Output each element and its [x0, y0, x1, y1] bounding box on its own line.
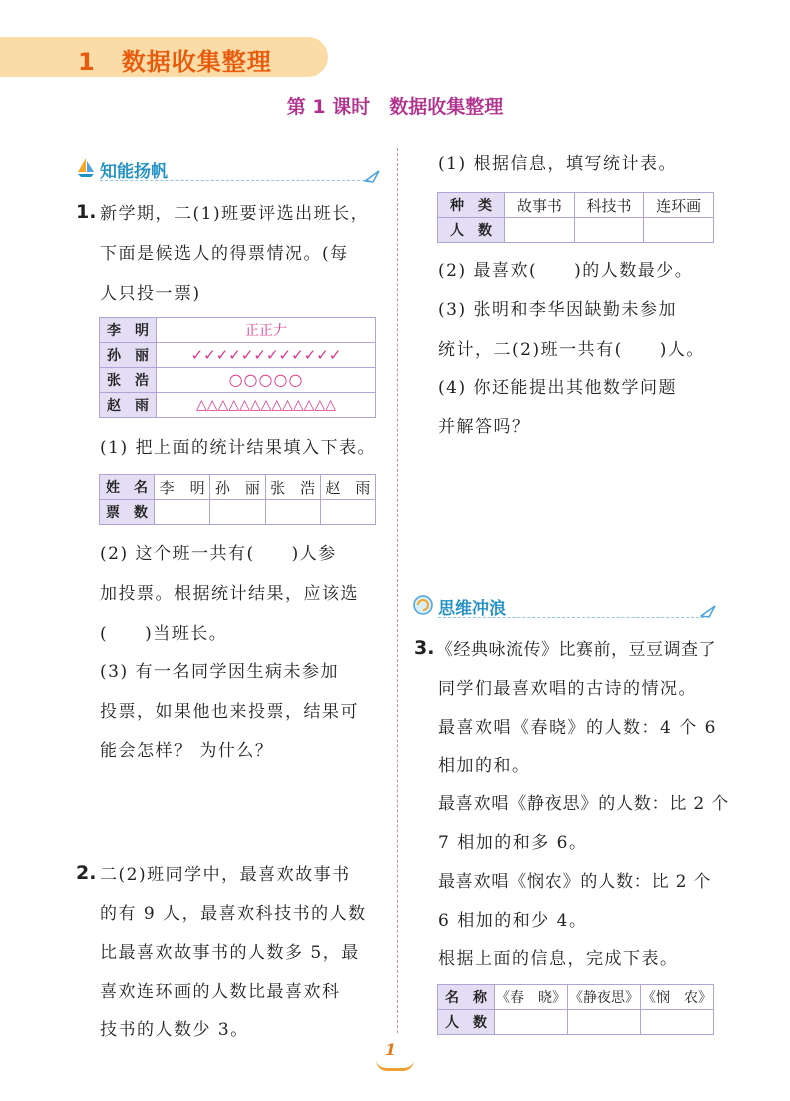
table-cell: 孙 丽: [210, 475, 265, 500]
tally-marks: △△△△△△△△△△△△△: [157, 393, 376, 418]
paper-plane-icon: [700, 603, 716, 622]
q2-line: 二(2)班同学中，最喜欢故事书: [100, 865, 351, 885]
section-title-siwei: 思维冲浪: [438, 599, 506, 619]
table-cell: 李 明: [155, 475, 210, 500]
question-number: 1.: [76, 201, 97, 223]
q2-sub3: (3) 张明和李华因缺勤未参加: [438, 300, 677, 320]
answer-cell[interactable]: [265, 500, 320, 525]
table-head: 人 数: [438, 1010, 495, 1035]
q1-line: 新学期，二(1)班要评选出班长，: [100, 204, 370, 224]
table-cell: 赵 雨: [320, 475, 375, 500]
table-cell: 科技书: [574, 193, 644, 218]
q2-line: 比最喜欢故事书的人数多 5，最: [100, 943, 360, 963]
swirl-icon: [412, 594, 434, 620]
q3-line: 最喜欢唱《春晓》的人数：4 个 6: [438, 718, 717, 738]
q2-sub4: (4) 你还能提出其他数学问题: [438, 378, 677, 398]
q3-line: 相加的和。: [438, 756, 531, 776]
q1-line: 人只投一票): [100, 284, 201, 304]
q1-sub3: 投票，如果他也来投票，结果可: [100, 702, 359, 722]
q1-line: 下面是候选人的得票情况。(每: [100, 244, 349, 264]
lesson-title: 第 1 课时 数据收集整理: [286, 96, 504, 118]
unit-title: 1 数据收集整理: [78, 48, 272, 76]
table-head: 人 数: [438, 218, 505, 243]
q2-sub1: (1) 根据信息，填写统计表。: [438, 154, 677, 174]
section-underline: [438, 617, 704, 618]
tally-marks: ✓✓✓✓✓✓✓✓✓✓✓✓: [157, 343, 376, 368]
table-head: 名 称: [438, 985, 495, 1010]
q3-line: 6 相加的和少 4。: [438, 911, 588, 931]
answer-cell[interactable]: [155, 500, 210, 525]
page-number: 1: [385, 1040, 397, 1059]
q1-sub1: (1) 把上面的统计结果填入下表。: [100, 438, 376, 458]
q2-line: 技书的人数少 3。: [100, 1020, 249, 1040]
answer-cell[interactable]: [574, 218, 644, 243]
q1-sub2: ( )当班长。: [100, 624, 228, 644]
q3-line: 根据上面的信息，完成下表。: [438, 949, 679, 969]
section-title-zhineng: 知能扬帆: [100, 162, 168, 182]
question-number: 2.: [76, 862, 97, 884]
answer-cell[interactable]: [568, 1010, 641, 1035]
column-divider: [397, 148, 398, 1033]
q3-line: 最喜欢唱《悯农》的人数：比 2 个: [438, 872, 712, 892]
table-cell: 《悯 农》: [641, 985, 714, 1010]
poem-table: [437, 984, 714, 1035]
q3-line: 最喜欢唱《静夜思》的人数：比 2 个: [438, 794, 730, 814]
tally-name: 李 明: [100, 318, 157, 343]
table-cell: 故事书: [505, 193, 575, 218]
q2-line: 的有 9 人，最喜欢科技书的人数: [100, 904, 367, 924]
table-cell: 《春 晓》: [495, 985, 568, 1010]
table-cell: 连环画: [644, 193, 714, 218]
q3-line: 7 相加的和多 6。: [438, 833, 588, 853]
table-cell: 张 浩: [265, 475, 320, 500]
answer-cell[interactable]: [644, 218, 714, 243]
q1-sub3: (3) 有一名同学因生病未参加: [100, 662, 339, 682]
tally-table: [99, 317, 376, 418]
q1-sub2: 加投票。根据统计结果，应该选: [100, 584, 359, 604]
tally-name: 赵 雨: [100, 393, 157, 418]
answer-cell[interactable]: [495, 1010, 568, 1035]
answer-cell[interactable]: [320, 500, 375, 525]
table-head: 票 数: [100, 500, 155, 525]
answer-cell[interactable]: [641, 1010, 714, 1035]
answer-cell[interactable]: [505, 218, 575, 243]
tally-marks: 正正𠂇: [157, 318, 376, 343]
sail-icon: [76, 156, 96, 182]
q1-sub2: (2) 这个班一共有( )人参: [100, 544, 337, 564]
q2-line: 喜欢连环画的人数比最喜欢科: [100, 982, 341, 1002]
q2-sub4: 并解答吗？: [438, 417, 531, 437]
page-number-decoration: [376, 1060, 414, 1071]
table-head: 种 类: [438, 193, 505, 218]
tally-name: 张 浩: [100, 368, 157, 393]
q2-sub2: (2) 最喜欢( )的人数最少。: [438, 261, 694, 281]
tally-name: 孙 丽: [100, 343, 157, 368]
q3-line: 同学们最喜欢唱的古诗的情况。: [438, 679, 697, 699]
table-head: 姓 名: [100, 475, 155, 500]
q3-line: 《经典咏流传》比赛前，豆豆调查了: [436, 640, 716, 660]
kind-table: [437, 192, 714, 243]
table-cell: 《静夜思》: [568, 985, 641, 1010]
section-underline: [100, 180, 370, 181]
answer-cell[interactable]: [210, 500, 265, 525]
q1-sub3: 能会怎样？ 为什么？: [100, 741, 274, 761]
q2-sub3: 统计，二(2)班一共有( )人。: [438, 340, 705, 360]
vote-table: [99, 474, 376, 525]
tally-marks: ○○○○○: [157, 368, 376, 393]
question-number: 3.: [414, 637, 435, 659]
paper-plane-icon: [364, 168, 380, 187]
